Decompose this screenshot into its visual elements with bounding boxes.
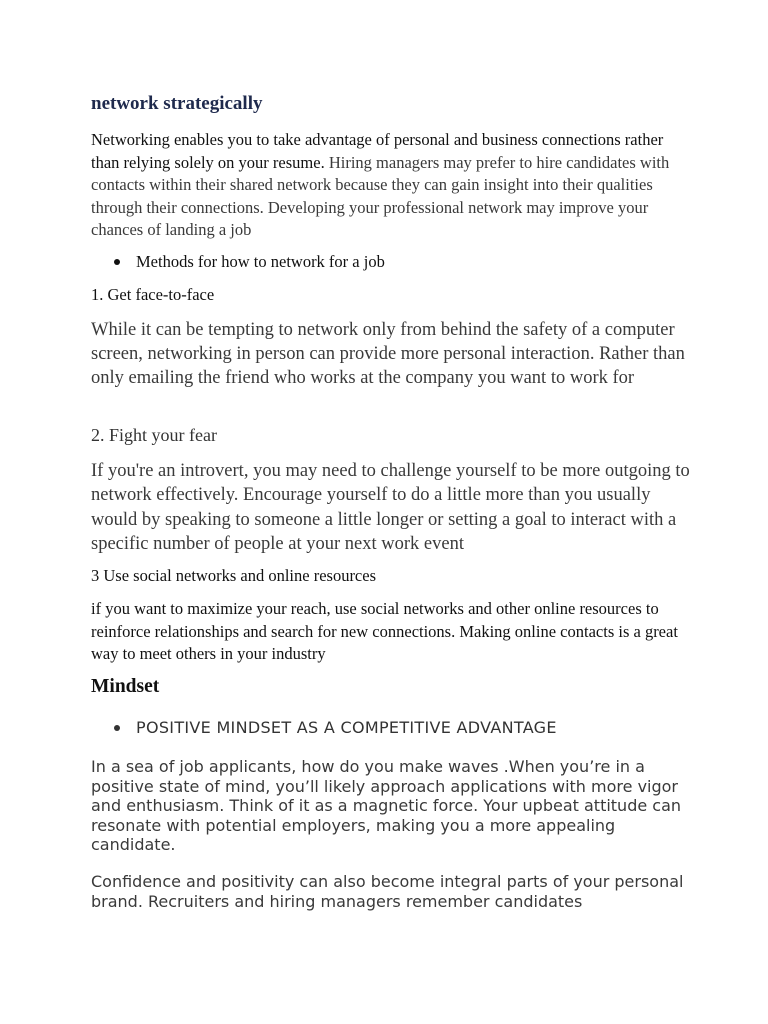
intro-paragraph: [91, 129, 691, 242]
section-heading-network: network strategically: [91, 93, 263, 114]
step-title-3: 3 Use social networks and online resources: [91, 566, 377, 585]
bullet-item-methods: [91, 252, 385, 272]
bullet-text: POSITIVE MINDSET AS A COMPETITIVE ADVANTAGE: [136, 718, 557, 737]
bullet-item-positive-mindset: [91, 718, 557, 737]
mindset-paragraph-2: Confidence and positivity can also become integral parts of your personal brand. Recruiters and hiring managers remember candidates: [91, 872, 684, 911]
bullet-dot-icon: [114, 259, 120, 265]
bullet-dot-icon: [114, 725, 120, 731]
intro-lead-text: Networking enables you to take advantage of personal and business connections rather than relying solely on your resume.: [91, 130, 664, 172]
intro-rest-text: Hiring managers may prefer to hire candidates with contacts within their shared network because they can gain insight into their qualities through their connections. Developing your professional network may improve your chances of landing a job: [91, 152, 670, 239]
step-body-2: If you're an introvert, you may need to challenge yourself to be more outgoing to network effectively. Encourage yourself to do a little more than you usually would by speaking to someone a little longer or setting a goal to interact with a specific number of people at your next work event: [91, 461, 690, 554]
bullet-text: Methods for how to network for a job: [136, 252, 385, 271]
step-title-2: 2. Fight your fear: [91, 425, 217, 445]
step-body-3: if you want to maximize your reach, use social networks and other online resources to reinforce relationships and search for new connections. Making online contacts is a great way to meet others in your industry: [91, 599, 678, 663]
step-body-1: While it can be tempting to network only from behind the safety of a computer screen, networking in person can provide more personal interaction. Rather than only emailing the friend who works at the company you want to work for: [91, 320, 685, 388]
mindset-paragraph-1: In a sea of job applicants, how do you make waves .When you’re in a positive state of mind, you’ll likely approach applications with more vigor and enthusiasm. Think of it as a magnetic force. Your upbeat attitude can resonate with potential employers, making you a more appealing candidate.: [91, 757, 682, 855]
step-title-1: 1. Get face-to-face: [91, 285, 215, 304]
section-heading-mindset: Mindset: [91, 676, 160, 697]
